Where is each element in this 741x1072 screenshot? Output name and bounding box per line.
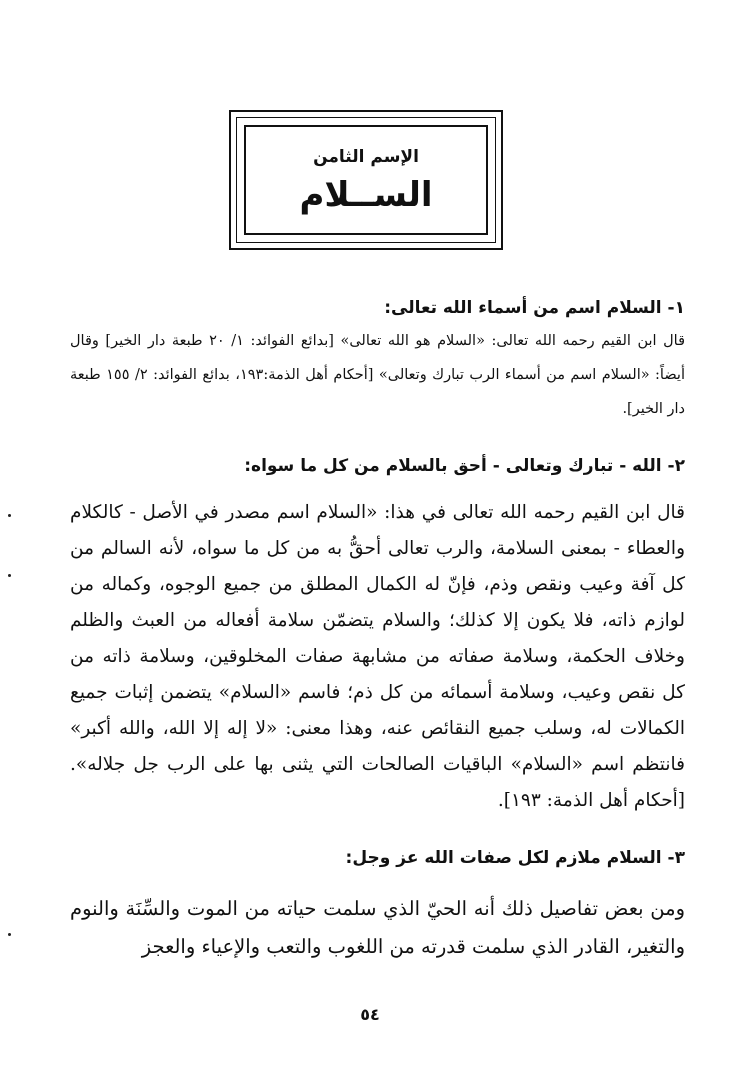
section-3-heading: ٣- السلام ملازم لكل صفات الله عز وجل: xyxy=(345,848,685,868)
section-1-text: قال ابن القيم رحمه الله تعالى: «السلام هو الله تعالى» [بدائع الفوائد: ١/ ٢٠ طبعة دار الخير] وقال أيضاً: «السلام اسم من أسماء الرب تبارك وتعالى» [أحكام أهل الذمة:١٩٣، بدائع الفوائد: ٢/ ١٥٥ طبعة دار الخير]. xyxy=(70,333,686,417)
section-3-text: ومن بعض تفاصيل ذلك أنه الحيّ الذي سلمت حياته من الموت والسِّنَة والنوم والتغير، القادر الذي سلمت قدرته من اللغوب والتعب والإعياء والعجز xyxy=(70,897,685,958)
title-frame xyxy=(244,125,488,235)
scan-mark xyxy=(8,514,11,517)
scan-mark xyxy=(8,933,11,936)
section-2-heading: ٢- الله - تبارك وتعالى - أحق بالسلام من كل ما سواه: xyxy=(244,456,685,476)
page-number: ٥٤ xyxy=(360,1005,380,1024)
scan-mark xyxy=(8,574,11,577)
section-2-text: قال ابن القيم رحمه الله تعالى في هذا: «السلام اسم مصدر في الأصل - كالكلام والعطاء - بمعنى السلامة، والرب تعالى أحقُّ به من كل ما سواه، لأنه السالم من كل آفة وعيب ونقص وذم، فإنّ له الكمال المطلق من جميع الوجوه، وكماله من لوازم ذاته، فلا يكون إلا كذلك؛ والسلام يتضمّن سلامة أفعاله من العبث والظلم وخلاف الحكمة، وسلامة صفاته من مشابهة صفات المخلوقين، وسلامة ذاته من كل نقص وعيب، وسلامة أسمائه من كل ذم؛ فاسم «السلام» يتضمن إثبات جميع الكمالات له، وسلب جميع النقائص عنه، وهذا معنى: «لا إله إلا الله، والله أكبر» فانتظم اسم «السلام» الباقيات الصالحات التي يثنى بها على الرب جل جلاله». [أحكام أهل الذمة: ١٩٣]. xyxy=(70,502,685,811)
chapter-title: الســلام xyxy=(299,175,433,215)
chapter-subtitle: الإسم الثامن xyxy=(313,147,419,167)
section-1-heading: ١- السلام اسم من أسماء الله تعالى: xyxy=(384,298,685,318)
